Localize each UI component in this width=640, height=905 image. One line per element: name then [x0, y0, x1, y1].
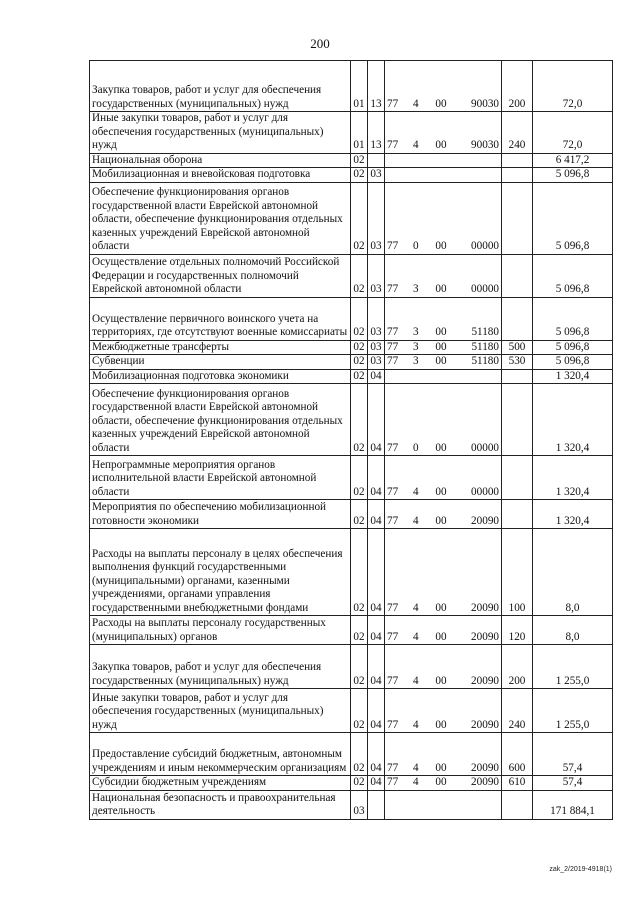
target-article-part: 00 [435, 485, 447, 498]
row-section-code: 02 [351, 369, 368, 384]
row-name: Расходы на выплаты персоналу государственных (муниципальных) органов [90, 616, 351, 645]
row-subsection-code: 04 [368, 689, 385, 733]
table-row [90, 297, 613, 340]
target-article-part: 90030 [471, 97, 499, 110]
row-amount: 72,0 [533, 112, 613, 154]
row-name: Мероприятия по обеспечению мобилизационной готовности экономики [90, 500, 351, 529]
row-subsection-code: 04 [368, 645, 385, 689]
row-subsection-code: 04 [368, 456, 385, 500]
target-article-part: 00000 [471, 441, 499, 454]
row-section-code: 02 [351, 384, 368, 456]
target-article-part: 20090 [471, 601, 499, 614]
target-article-part: 00 [435, 240, 447, 252]
row-name: Мобилизационная и вневойсковая подготовка [90, 168, 351, 183]
target-article-part: 4 [413, 514, 419, 527]
budget-table [89, 60, 613, 820]
row-target-article-code [385, 182, 502, 254]
document-code: zak_2/2019-4918(1) [549, 866, 612, 873]
row-expense-type-code [502, 456, 533, 500]
row-amount: 57,4 [533, 776, 613, 791]
target-article-part: 20090 [471, 674, 499, 687]
table-row [90, 689, 613, 733]
target-article-part: 00 [435, 283, 447, 295]
row-name: Иные закупки товаров, работ и услуг для обеспечения государственных (муниципальных) нужд [90, 112, 351, 154]
row-expense-type-code [502, 153, 533, 168]
row-target-article-code [385, 790, 502, 819]
row-amount: 1 255,0 [533, 689, 613, 733]
row-expense-type-code: 600 [502, 733, 533, 776]
row-expense-type-code: 120 [502, 616, 533, 645]
row-target-article-code [385, 168, 502, 183]
row-subsection-code: 13 [368, 112, 385, 154]
row-subsection-code: 04 [368, 369, 385, 384]
row-expense-type-code: 200 [502, 645, 533, 689]
target-article-part: 20090 [471, 514, 499, 527]
row-section-code: 02 [351, 529, 368, 616]
row-subsection-code: 03 [368, 297, 385, 340]
target-article-part: 77 [387, 601, 399, 614]
row-target-article-code [385, 500, 502, 529]
target-article-part: 20090 [471, 630, 499, 643]
row-section-code: 02 [351, 153, 368, 168]
target-article-part: 77 [387, 340, 399, 353]
row-target-article-code [385, 355, 502, 370]
row-section-code: 01 [351, 112, 368, 154]
row-section-code: 02 [351, 297, 368, 340]
row-expense-type-code: 530 [502, 355, 533, 370]
row-amount: 1 320,4 [533, 369, 613, 384]
target-article-part: 00 [435, 718, 447, 731]
row-amount: 5 096,8 [533, 254, 613, 297]
row-target-article-code [385, 733, 502, 776]
table-row [90, 733, 613, 776]
page-number: 200 [310, 36, 330, 51]
row-name: Закупка товаров, работ и услуг для обеспечения государственных (муниципальных) нужд [90, 61, 351, 112]
row-target-article-code [385, 645, 502, 689]
row-amount: 5 096,8 [533, 168, 613, 183]
target-article-part: 0 [413, 240, 419, 252]
target-article-part: 51180 [471, 340, 499, 353]
target-article-part: 3 [413, 355, 419, 367]
row-section-code: 01 [351, 61, 368, 112]
target-article-part: 77 [387, 139, 399, 151]
row-target-article-code [385, 369, 502, 384]
row-section-code: 02 [351, 456, 368, 500]
target-article-part: 00 [435, 514, 447, 527]
row-expense-type-code [502, 369, 533, 384]
table-row [90, 645, 613, 689]
row-name: Непрограммные мероприятия органов исполнительной власти Еврейской автономной области [90, 456, 351, 500]
row-subsection-code [368, 153, 385, 168]
row-subsection-code: 03 [368, 182, 385, 254]
target-article-part: 00000 [471, 485, 499, 498]
row-name: Осуществление отдельных полномочий Российской Федерации и государственных полномочий Еврейской автономной области [90, 254, 351, 297]
target-article-part: 00 [435, 601, 447, 614]
target-article-part: 00 [435, 761, 447, 774]
table-row [90, 355, 613, 370]
row-name: Иные закупки товаров, работ и услуг для обеспечения государственных (муниципальных) нужд [90, 689, 351, 733]
row-section-code: 02 [351, 182, 368, 254]
row-expense-type-code: 610 [502, 776, 533, 791]
row-amount: 1 320,4 [533, 456, 613, 500]
row-target-article-code [385, 61, 502, 112]
row-section-code: 02 [351, 616, 368, 645]
target-article-part: 4 [413, 718, 419, 731]
row-amount: 1 320,4 [533, 384, 613, 456]
target-article-part: 77 [387, 718, 399, 731]
row-target-article-code [385, 529, 502, 616]
row-subsection-code: 03 [368, 340, 385, 355]
table-row [90, 61, 613, 112]
row-section-code: 02 [351, 776, 368, 791]
row-target-article-code [385, 384, 502, 456]
table-row [90, 254, 613, 297]
target-article-part: 77 [387, 485, 399, 498]
target-article-part: 00000 [471, 283, 499, 295]
row-subsection-code: 04 [368, 733, 385, 776]
target-article-part: 4 [413, 601, 419, 614]
row-expense-type-code [502, 297, 533, 340]
target-article-part: 4 [413, 485, 419, 498]
row-subsection-code [368, 790, 385, 819]
target-article-part: 77 [387, 97, 399, 110]
row-expense-type-code [502, 168, 533, 183]
target-article-part: 20090 [471, 718, 499, 731]
table-row [90, 340, 613, 355]
row-expense-type-code [502, 182, 533, 254]
row-subsection-code: 03 [368, 355, 385, 370]
row-subsection-code: 13 [368, 61, 385, 112]
row-subsection-code: 04 [368, 529, 385, 616]
row-amount: 1 320,4 [533, 500, 613, 529]
target-article-part: 77 [387, 630, 399, 643]
row-name: Обеспечение функционирования органов государственной власти Еврейской автономной области, обеспечение функционирования отдельных казенных учреждений Еврейской автономной области [90, 384, 351, 456]
target-article-part: 00 [435, 355, 447, 367]
target-article-part: 4 [413, 139, 419, 151]
table-row [90, 112, 613, 154]
row-amount: 57,4 [533, 733, 613, 776]
row-name: Национальная оборона [90, 153, 351, 168]
target-article-part: 77 [387, 761, 399, 774]
row-amount: 72,0 [533, 61, 613, 112]
row-amount: 6 417,2 [533, 153, 613, 168]
row-expense-type-code: 240 [502, 112, 533, 154]
target-article-part: 90030 [471, 139, 499, 151]
target-article-part: 00 [435, 97, 447, 110]
target-article-part: 77 [387, 674, 399, 687]
row-subsection-code: 03 [368, 168, 385, 183]
row-target-article-code [385, 340, 502, 355]
row-section-code: 02 [351, 733, 368, 776]
target-article-part: 4 [413, 97, 419, 110]
target-article-part: 51180 [471, 355, 499, 367]
target-article-part: 0 [413, 441, 419, 454]
table-row [90, 790, 613, 819]
table-row [90, 182, 613, 254]
row-expense-type-code [502, 384, 533, 456]
row-amount: 5 096,8 [533, 340, 613, 355]
row-amount: 171 884,1 [533, 790, 613, 819]
target-article-part: 77 [387, 326, 399, 338]
table-row [90, 369, 613, 384]
table-row [90, 168, 613, 183]
row-name: Расходы на выплаты персоналу в целях обеспечения выполнения функций государственными (муниципальными) органами, казенными учреждениями, органами управления государственными внебюджетными фондами [90, 529, 351, 616]
row-amount: 5 096,8 [533, 355, 613, 370]
row-amount: 5 096,8 [533, 297, 613, 340]
target-article-part: 00 [435, 139, 447, 151]
target-article-part: 20090 [471, 761, 499, 774]
row-section-code: 02 [351, 340, 368, 355]
target-article-part: 00 [435, 776, 447, 788]
row-target-article-code [385, 297, 502, 340]
target-article-part: 00000 [471, 240, 499, 252]
target-article-part: 77 [387, 355, 399, 367]
target-article-part: 77 [387, 441, 399, 454]
row-subsection-code: 04 [368, 776, 385, 791]
target-article-part: 20090 [471, 776, 499, 788]
target-article-part: 77 [387, 240, 399, 252]
row-subsection-code: 04 [368, 500, 385, 529]
target-article-part: 4 [413, 761, 419, 774]
target-article-part: 77 [387, 283, 399, 295]
target-article-part: 3 [413, 340, 419, 353]
table-row [90, 153, 613, 168]
target-article-part: 00 [435, 674, 447, 687]
row-section-code: 02 [351, 500, 368, 529]
target-article-part: 3 [413, 283, 419, 295]
row-amount: 5 096,8 [533, 182, 613, 254]
target-article-part: 00 [435, 441, 447, 454]
row-target-article-code [385, 776, 502, 791]
row-name: Субсидии бюджетным учреждениям [90, 776, 351, 791]
row-expense-type-code [502, 254, 533, 297]
target-article-part: 4 [413, 776, 419, 788]
row-expense-type-code: 240 [502, 689, 533, 733]
target-article-part: 4 [413, 674, 419, 687]
target-article-part: 00 [435, 630, 447, 643]
row-name: Предоставление субсидий бюджетным, автономным учреждениям и иным некоммерческим организациям [90, 733, 351, 776]
row-expense-type-code [502, 500, 533, 529]
row-section-code: 02 [351, 355, 368, 370]
row-name: Субвенции [90, 355, 351, 370]
row-subsection-code: 03 [368, 254, 385, 297]
row-name: Закупка товаров, работ и услуг для обеспечения государственных (муниципальных) нужд [90, 645, 351, 689]
target-article-part: 77 [387, 776, 399, 788]
row-expense-type-code [502, 790, 533, 819]
row-name: Национальная безопасность и правоохранительная деятельность [90, 790, 351, 819]
row-section-code: 02 [351, 254, 368, 297]
target-article-part: 00 [435, 340, 447, 353]
row-section-code: 03 [351, 790, 368, 819]
row-amount: 1 255,0 [533, 645, 613, 689]
target-article-part: 00 [435, 326, 447, 338]
row-name: Обеспечение функционирования органов государственной власти Еврейской автономной области, обеспечение функционирования отдельных казенных учреждений Еврейской автономной области [90, 182, 351, 254]
row-target-article-code [385, 616, 502, 645]
row-name: Осуществление первичного воинского учета на территориях, где отсутствуют военные комиссариаты [90, 297, 351, 340]
row-subsection-code: 04 [368, 616, 385, 645]
target-article-part: 77 [387, 514, 399, 527]
table-row [90, 456, 613, 500]
row-target-article-code [385, 153, 502, 168]
row-amount: 8,0 [533, 616, 613, 645]
table-row [90, 384, 613, 456]
row-target-article-code [385, 456, 502, 500]
row-expense-type-code: 100 [502, 529, 533, 616]
table-row [90, 529, 613, 616]
table-row [90, 500, 613, 529]
row-section-code: 02 [351, 168, 368, 183]
target-article-part: 4 [413, 630, 419, 643]
row-target-article-code [385, 689, 502, 733]
row-name: Межбюджетные трансферты [90, 340, 351, 355]
row-target-article-code [385, 112, 502, 154]
row-section-code: 02 [351, 689, 368, 733]
budget-table-body [90, 61, 613, 820]
row-amount: 8,0 [533, 529, 613, 616]
table-row [90, 616, 613, 645]
row-target-article-code [385, 254, 502, 297]
target-article-part: 3 [413, 326, 419, 338]
row-section-code: 02 [351, 645, 368, 689]
target-article-part: 51180 [471, 326, 499, 338]
row-expense-type-code: 200 [502, 61, 533, 112]
row-expense-type-code: 500 [502, 340, 533, 355]
table-row [90, 776, 613, 791]
row-subsection-code: 04 [368, 384, 385, 456]
row-name: Мобилизационная подготовка экономики [90, 369, 351, 384]
